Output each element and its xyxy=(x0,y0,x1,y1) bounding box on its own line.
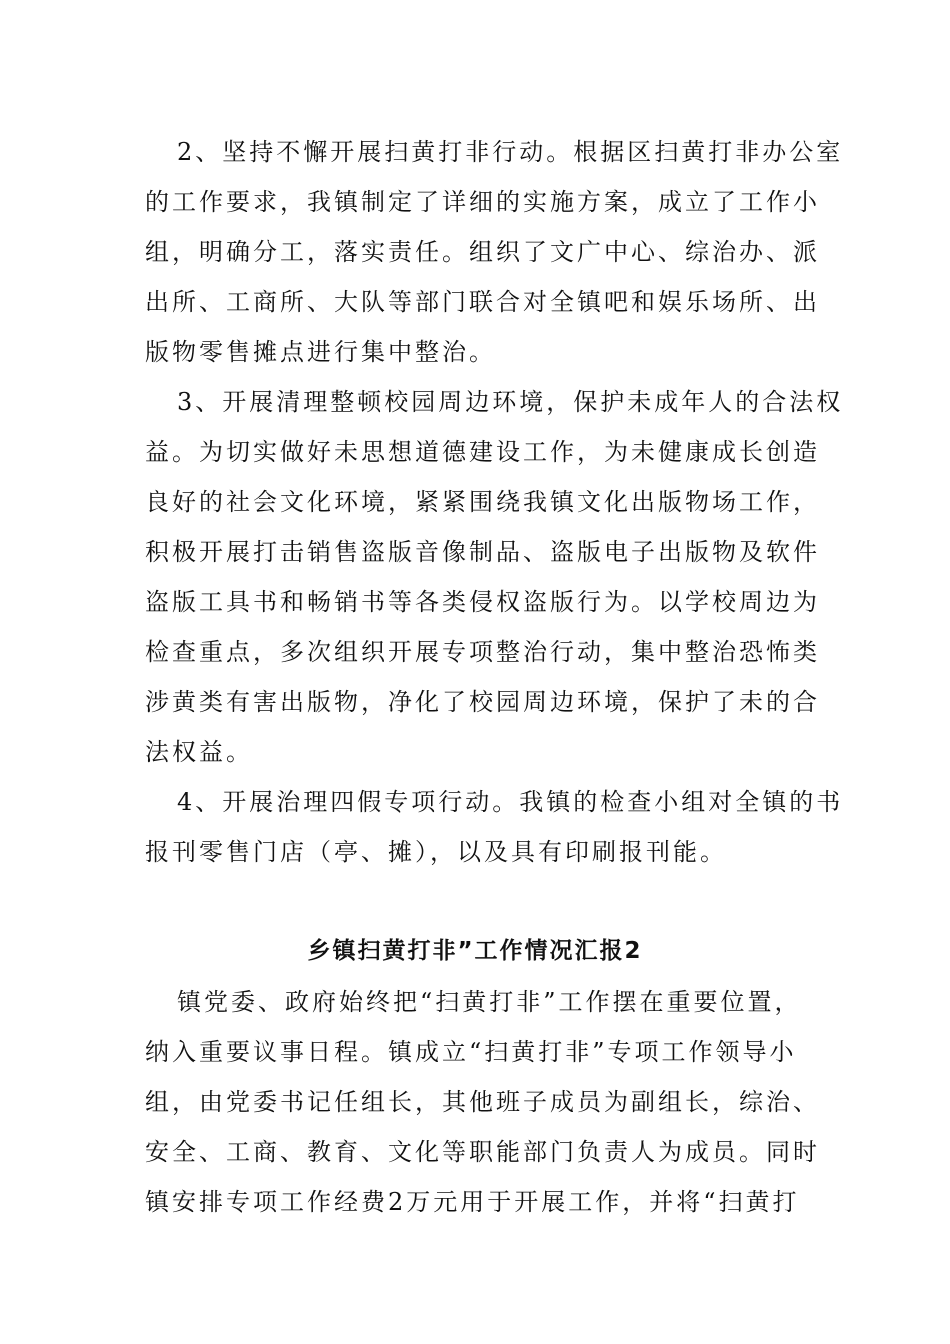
paragraph-item-2 xyxy=(145,127,844,377)
text-line: 积极开展打击销售盗版音像制品、盗版电子出版物及软件 xyxy=(145,538,820,566)
text-line: 益。为切实做好未思想道德建设工作，为未健康成长创造 xyxy=(145,438,820,466)
text-line: 4、开展治理四假专项行动。我镇的检查小组对全镇的书 xyxy=(177,788,844,816)
text-line: 检查重点，多次组织开展专项整治行动，集中整治恐怖类 xyxy=(145,638,820,666)
section-paragraph xyxy=(145,977,820,1227)
text-line: 组，由党委书记任组长，其他班子成员为副组长，综治、 xyxy=(145,1088,820,1116)
paragraph-item-4 xyxy=(145,777,844,877)
text-line: 盗版工具书和畅销书等各类侵权盗版行为。以学校周边为 xyxy=(145,588,820,616)
text-line: 纳入重要议事日程。镇成立“扫黄打非”专项工作领导小 xyxy=(145,1038,797,1066)
text-line: 安全、工商、教育、文化等职能部门负责人为成员。同时 xyxy=(145,1138,820,1166)
text-line: 法权益。 xyxy=(145,738,253,766)
text-line: 良好的社会文化环境，紧紧围绕我镇文化出版物场工作， xyxy=(145,488,820,516)
section-heading: 乡镇扫黄打非”工作情况汇报2 xyxy=(307,938,643,964)
text-line: 的工作要求，我镇制定了详细的实施方案，成立了工作小 xyxy=(145,188,820,216)
text-line: 版物零售摊点进行集中整治。 xyxy=(145,338,496,366)
text-line: 涉黄类有害出版物，净化了校园周边环境，保护了未的合 xyxy=(145,688,820,716)
text-line: 报刊零售门店（亭、摊），以及具有印刷报刊能。 xyxy=(145,838,727,866)
text-line: 镇党委、政府始终把“扫黄打非”工作摆在重要位置， xyxy=(177,988,802,1016)
paragraph-item-3 xyxy=(145,377,844,777)
text-line: 镇安排专项工作经费2万元用于开展工作，并将“扫黄打 xyxy=(145,1188,800,1216)
text-line: 3、开展清理整顿校园周边环境，保护未成年人的合法权 xyxy=(177,388,844,416)
text-line: 出所、工商所、大队等部门联合对全镇吧和娱乐场所、出 xyxy=(145,288,820,316)
text-line: 2、坚持不懈开展扫黄打非行动。根据区扫黄打非办公室 xyxy=(177,138,844,166)
text-line: 组，明确分工，落实责任。组织了文广中心、综治办、派 xyxy=(145,238,820,266)
